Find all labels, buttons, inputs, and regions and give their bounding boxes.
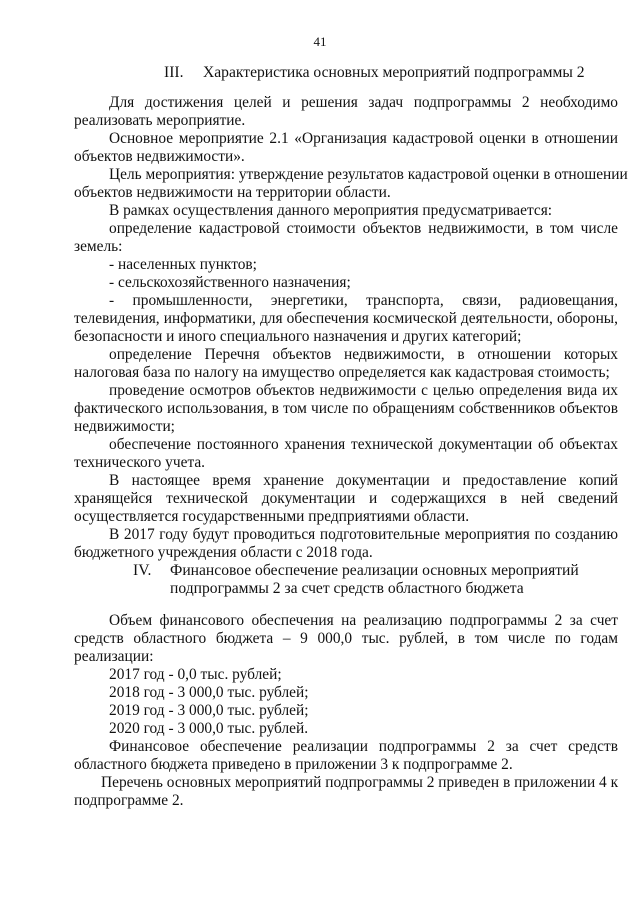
s3-line-2: Основное мероприятие 2.1 «Организация кадастровой оценки в отношении xyxy=(109,130,618,147)
s3-line-21: В настоящее время хранение документации и предоставление копий xyxy=(109,472,618,489)
s3-line-9: - населенных пунктов; xyxy=(109,256,257,273)
s3-line-22: хранящейся технической документации и содержащихся в ней сведений xyxy=(74,490,618,507)
s4-line-5: 2019 год - 3 000,0 тыс. рублей; xyxy=(109,702,309,719)
s3-line-15: налоговая база по налогу на имущество определяется как кадастровая стоимость; xyxy=(74,364,610,381)
s3-line-0: Для достижения целей и решения задач подпрограммы 2 необходимо xyxy=(109,94,618,111)
s3-line-18: недвижимости; xyxy=(74,418,175,435)
s4-line-1: средств областного бюджета – 9 000,0 тыс. рублей, в том числе по годам xyxy=(74,630,618,647)
s3-line-7: определение кадастровой стоимости объектов недвижимости, в том числе xyxy=(109,220,618,237)
s4-line-3: 2017 год - 0,0 тыс. рублей; xyxy=(109,666,282,683)
page-number: 41 xyxy=(313,34,327,49)
s4-line-4: 2018 год - 3 000,0 тыс. рублей; xyxy=(109,684,309,701)
s3-line-24: В 2017 году будут проводиться подготовительные мероприятия по созданию xyxy=(109,526,618,543)
s3-line-20: технического учета. xyxy=(74,454,206,471)
s3-line-17: фактического использования, в том числе по обращениям собственников объектов xyxy=(74,400,618,417)
section-3-title: Характеристика основных мероприятий подпрограммы 2 xyxy=(203,64,585,81)
s4-line-8: областного бюджета приведено в приложении 3 к подпрограмме 2. xyxy=(74,756,513,773)
s4-line-6: 2020 год - 3 000,0 тыс. рублей. xyxy=(109,720,309,737)
s4-line-7: Финансовое обеспечение реализации подпрограммы 2 за счет средств xyxy=(109,738,618,755)
section-4-number: IV. xyxy=(133,562,152,579)
s4-line-10: подпрограмме 2. xyxy=(74,792,184,809)
s3-line-3: объектов недвижимости». xyxy=(74,148,245,165)
s3-line-4: Цель мероприятия: утверждение результатов кадастровой оценки в отношении xyxy=(109,166,628,183)
s3-line-8: земель: xyxy=(74,238,123,255)
s3-line-1: реализовать мероприятие. xyxy=(74,112,246,129)
s3-line-25: бюджетного учреждения области с 2018 года. xyxy=(74,544,373,561)
section-3-number: III. xyxy=(164,64,184,81)
s3-line-14: определение Перечня объектов недвижимости, в отношении которых xyxy=(109,346,618,363)
s4-line-9: Перечень основных мероприятий подпрограммы 2 приведен в приложении 4 к xyxy=(101,774,619,791)
section-4-title-line-1: Финансовое обеспечение реализации основных мероприятий xyxy=(170,562,579,579)
s4-line-0: Объем финансового обеспечения на реализацию подпрограммы 2 за счет xyxy=(109,612,618,629)
s3-line-16: проведение осмотров объектов недвижимости с целью определения вида их xyxy=(109,382,618,399)
s3-line-23: осуществляется государственными предприятиями области. xyxy=(74,508,470,525)
s3-line-19: обеспечение постоянного хранения технической документации об объектах xyxy=(109,436,618,453)
section-4-title-line-2: подпрограммы 2 за счет средств областного бюджета xyxy=(170,580,524,597)
s3-line-10: - сельскохозяйственного назначения; xyxy=(109,274,351,291)
s3-line-11: - промышленности, энергетики, транспорта, связи, радиовещания, xyxy=(109,292,618,309)
s3-line-6: В рамках осуществления данного мероприятия предусматривается: xyxy=(109,202,553,219)
s4-line-2: реализации: xyxy=(74,648,154,665)
s3-line-12: телевидения, информатики, для обеспечения космической деятельности, обороны, xyxy=(74,310,618,327)
s3-line-13: безопасности и иного специального назначения и других категорий; xyxy=(74,328,522,345)
s3-line-5: объектов недвижимости на территории области. xyxy=(74,184,391,201)
